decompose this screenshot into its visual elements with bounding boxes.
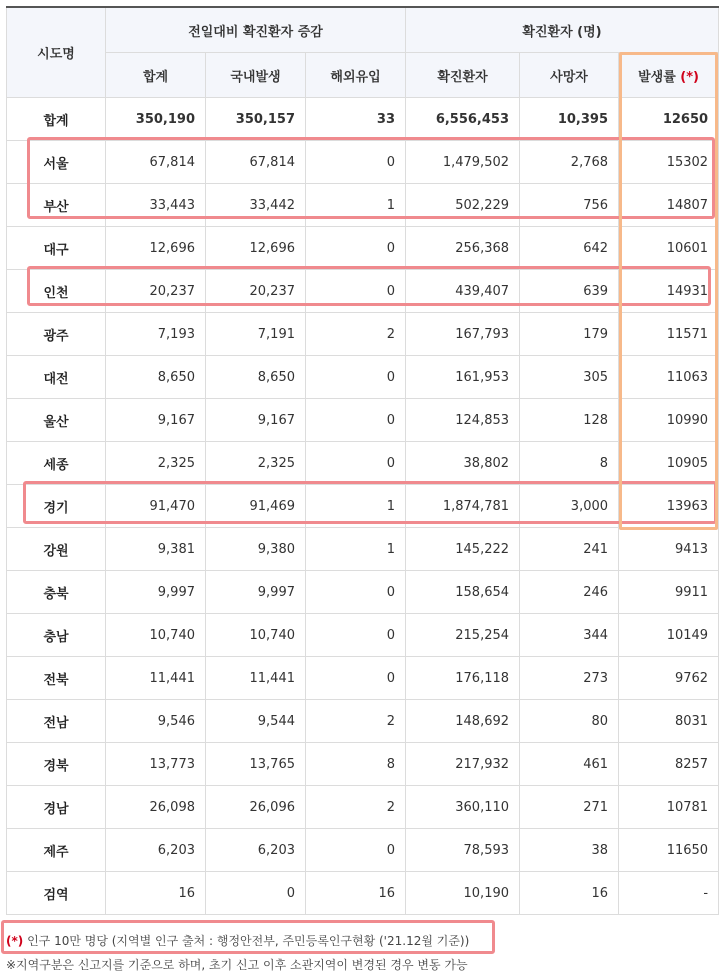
cell-overseas: 0 (306, 829, 406, 872)
cell-rate: 13963 (619, 485, 719, 528)
table-row (7, 313, 719, 356)
total-overseas: 33 (306, 98, 406, 141)
cell-overseas: 1 (306, 485, 406, 528)
cell-overseas: 2 (306, 313, 406, 356)
cell-confirmed: 78,593 (406, 829, 520, 872)
cell-region: 인천 (7, 270, 106, 313)
cell-confirmed: 10,190 (406, 872, 520, 915)
cell-region: 충남 (7, 614, 106, 657)
cell-domestic: 9,167 (206, 399, 306, 442)
cell-region: 전북 (7, 657, 106, 700)
cell-deaths: 756 (520, 184, 619, 227)
cell-rate: 9911 (619, 571, 719, 614)
cell-rate: 14931 (619, 270, 719, 313)
cell-region: 서울 (7, 141, 106, 184)
cell-domestic: 26,096 (206, 786, 306, 829)
header-rate-asterisk: (*) (680, 69, 699, 85)
cell-domestic: 8,650 (206, 356, 306, 399)
cell-region: 울산 (7, 399, 106, 442)
cell-confirmed: 215,254 (406, 614, 520, 657)
cell-confirmed: 1,874,781 (406, 485, 520, 528)
table-row (7, 829, 719, 872)
cell-overseas: 1 (306, 184, 406, 227)
table-row (7, 356, 719, 399)
cell-deaths: 241 (520, 528, 619, 571)
cell-deaths: 305 (520, 356, 619, 399)
cell-deaths: 344 (520, 614, 619, 657)
cell-region: 광주 (7, 313, 106, 356)
cell-rate: 11650 (619, 829, 719, 872)
cell-overseas: 0 (306, 399, 406, 442)
cell-overseas: 16 (306, 872, 406, 915)
cell-rate: 10781 (619, 786, 719, 829)
total-confirmed: 6,556,453 (406, 98, 520, 141)
cell-total: 91,470 (106, 485, 206, 528)
cell-total: 9,546 (106, 700, 206, 743)
cell-region: 대구 (7, 227, 106, 270)
table-row (7, 657, 719, 700)
table-body (7, 98, 719, 915)
cell-region: 부산 (7, 184, 106, 227)
cell-total: 9,167 (106, 399, 206, 442)
footnote-asterisk: (*) (6, 934, 24, 948)
cell-confirmed: 439,407 (406, 270, 520, 313)
cell-deaths: 461 (520, 743, 619, 786)
cell-region: 제주 (7, 829, 106, 872)
cell-deaths: 273 (520, 657, 619, 700)
cell-region: 충북 (7, 571, 106, 614)
cell-overseas: 2 (306, 700, 406, 743)
cell-confirmed: 502,229 (406, 184, 520, 227)
cell-total: 12,696 (106, 227, 206, 270)
header-rate-label: 발생률 (638, 69, 676, 85)
covid-table-container (6, 6, 718, 915)
cell-rate: 9762 (619, 657, 719, 700)
cell-domestic: 2,325 (206, 442, 306, 485)
cell-confirmed: 124,853 (406, 399, 520, 442)
cell-domestic: 11,441 (206, 657, 306, 700)
cell-deaths: 642 (520, 227, 619, 270)
total-rate: 12650 (619, 98, 719, 141)
cell-confirmed: 148,692 (406, 700, 520, 743)
table-row (7, 786, 719, 829)
cell-region: 전남 (7, 700, 106, 743)
cell-domestic: 67,814 (206, 141, 306, 184)
cell-overseas: 2 (306, 786, 406, 829)
cell-domestic: 6,203 (206, 829, 306, 872)
cell-domestic: 9,997 (206, 571, 306, 614)
cell-total: 67,814 (106, 141, 206, 184)
cell-total: 33,443 (106, 184, 206, 227)
cell-confirmed: 161,953 (406, 356, 520, 399)
header-group-change: 전일대비 확진환자 증감 (106, 7, 406, 53)
cell-overseas: 0 (306, 141, 406, 184)
cell-deaths: 246 (520, 571, 619, 614)
cell-rate: 8031 (619, 700, 719, 743)
total-deaths: 10,395 (520, 98, 619, 141)
regional-cases-table (6, 6, 719, 915)
cell-domestic: 9,380 (206, 528, 306, 571)
cell-confirmed: 176,118 (406, 657, 520, 700)
cell-confirmed: 145,222 (406, 528, 520, 571)
table-row (7, 485, 719, 528)
cell-domestic: 33,442 (206, 184, 306, 227)
cell-deaths: 3,000 (520, 485, 619, 528)
cell-total: 10,740 (106, 614, 206, 657)
cell-rate: 11571 (619, 313, 719, 356)
cell-overseas: 0 (306, 571, 406, 614)
table-header (7, 7, 719, 98)
cell-domestic: 20,237 (206, 270, 306, 313)
header-group-confirmed: 확진환자 (명) (406, 7, 719, 53)
cell-total: 13,773 (106, 743, 206, 786)
cell-deaths: 271 (520, 786, 619, 829)
table-row (7, 614, 719, 657)
cell-region: 강원 (7, 528, 106, 571)
footnote-region-note: ※지역구분은 신고지를 기준으로 하며, 초기 신고 이후 소관지역이 변경된 경우 변동 가능 (6, 958, 468, 972)
cell-deaths: 128 (520, 399, 619, 442)
cell-deaths: 639 (520, 270, 619, 313)
cell-confirmed: 158,654 (406, 571, 520, 614)
table-row (7, 743, 719, 786)
cell-confirmed: 38,802 (406, 442, 520, 485)
footnote-population (6, 932, 469, 949)
cell-total: 16 (106, 872, 206, 915)
cell-confirmed: 167,793 (406, 313, 520, 356)
total-row (7, 98, 719, 141)
cell-overseas: 0 (306, 442, 406, 485)
table-row (7, 184, 719, 227)
cell-total: 20,237 (106, 270, 206, 313)
cell-region: 세종 (7, 442, 106, 485)
total-domestic: 350,157 (206, 98, 306, 141)
cell-region: 검역 (7, 872, 106, 915)
header-total: 합계 (106, 53, 206, 98)
table-row (7, 270, 719, 313)
cell-total: 8,650 (106, 356, 206, 399)
cell-rate: 11063 (619, 356, 719, 399)
cell-deaths: 179 (520, 313, 619, 356)
table-row (7, 227, 719, 270)
cell-total: 9,997 (106, 571, 206, 614)
header-rate (619, 53, 719, 98)
table-row (7, 571, 719, 614)
cell-total: 7,193 (106, 313, 206, 356)
cell-total: 9,381 (106, 528, 206, 571)
cell-deaths: 80 (520, 700, 619, 743)
table-row (7, 141, 719, 184)
cell-confirmed: 1,479,502 (406, 141, 520, 184)
cell-rate: 9413 (619, 528, 719, 571)
cell-deaths: 38 (520, 829, 619, 872)
cell-domestic: 91,469 (206, 485, 306, 528)
cell-domestic: 9,544 (206, 700, 306, 743)
total-region: 합계 (7, 98, 106, 141)
cell-overseas: 1 (306, 528, 406, 571)
cell-overseas: 0 (306, 227, 406, 270)
cell-overseas: 0 (306, 270, 406, 313)
table-row (7, 399, 719, 442)
cell-domestic: 10,740 (206, 614, 306, 657)
header-confirmed: 확진환자 (406, 53, 520, 98)
table-row (7, 442, 719, 485)
cell-region: 대전 (7, 356, 106, 399)
table-row (7, 700, 719, 743)
cell-rate: 8257 (619, 743, 719, 786)
cell-confirmed: 256,368 (406, 227, 520, 270)
cell-rate: 10149 (619, 614, 719, 657)
cell-region: 경기 (7, 485, 106, 528)
cell-rate: 10905 (619, 442, 719, 485)
cell-overseas: 0 (306, 356, 406, 399)
cell-total: 26,098 (106, 786, 206, 829)
cell-confirmed: 360,110 (406, 786, 520, 829)
cell-deaths: 16 (520, 872, 619, 915)
header-deaths: 사망자 (520, 53, 619, 98)
cell-domestic: 13,765 (206, 743, 306, 786)
header-domestic: 국내발생 (206, 53, 306, 98)
cell-total: 6,203 (106, 829, 206, 872)
cell-overseas: 8 (306, 743, 406, 786)
header-overseas: 해외유입 (306, 53, 406, 98)
table-row (7, 528, 719, 571)
cell-overseas: 0 (306, 614, 406, 657)
cell-rate: 10601 (619, 227, 719, 270)
cell-deaths: 2,768 (520, 141, 619, 184)
cell-total: 11,441 (106, 657, 206, 700)
cell-rate: - (619, 872, 719, 915)
cell-region: 경남 (7, 786, 106, 829)
cell-region: 경북 (7, 743, 106, 786)
cell-confirmed: 217,932 (406, 743, 520, 786)
header-region: 시도명 (7, 7, 106, 98)
cell-domestic: 7,191 (206, 313, 306, 356)
cell-total: 2,325 (106, 442, 206, 485)
cell-deaths: 8 (520, 442, 619, 485)
table-row (7, 872, 719, 915)
cell-domestic: 0 (206, 872, 306, 915)
cell-rate: 14807 (619, 184, 719, 227)
cell-rate: 10990 (619, 399, 719, 442)
total-total: 350,190 (106, 98, 206, 141)
cell-overseas: 0 (306, 657, 406, 700)
footnote-population-text: 인구 10만 명당 (지역별 인구 출처 : 행정안전부, 주민등록인구현황 ('21.12월 기준)) (23, 934, 470, 948)
cell-domestic: 12,696 (206, 227, 306, 270)
cell-rate: 15302 (619, 141, 719, 184)
